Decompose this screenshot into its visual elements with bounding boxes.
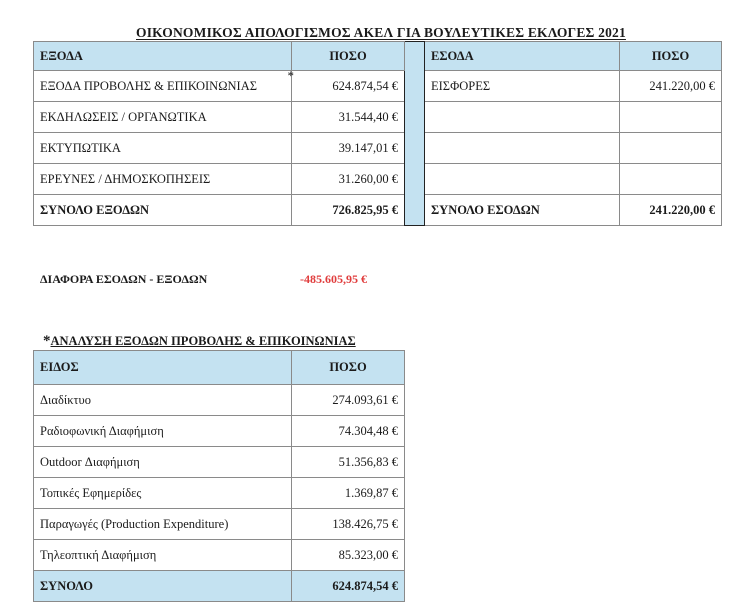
income-label	[425, 102, 620, 133]
expense-amount: 624.874,54 €	[292, 71, 405, 102]
amount-header: ΠΟΣΟ	[292, 351, 405, 385]
breakdown-title-text: ΑΝΑΛΥΣΗ ΕΞΟΔΩΝ ΠΡΟΒΟΛΗΣ & ΕΠΙΚΟΙΝΩΝΙΑΣ	[50, 334, 356, 348]
type-label: Παραγωγές (Production Expenditure)	[34, 509, 292, 540]
income-expenses-table	[33, 41, 722, 226]
type-amount: 138.426,75 €	[292, 509, 405, 540]
expense-amount: 31.260,00 €	[292, 164, 405, 195]
table-row	[34, 447, 405, 478]
breakdown-total-amount: 624.874,54 €	[292, 571, 405, 602]
type-amount: 274.093,61 €	[292, 385, 405, 416]
table-row	[34, 540, 405, 571]
type-label: Ραδιοφωνική Διαφήμιση	[34, 416, 292, 447]
breakdown-table	[33, 350, 405, 602]
income-label	[425, 164, 620, 195]
type-label: Τηλεοπτική Διαφήμιση	[34, 540, 292, 571]
difference-value: -485.605,95 €	[300, 272, 367, 286]
difference-label: ΔΙΑΦΟΡΑ ΕΣΟΔΩΝ - ΕΞΟΔΩΝ	[40, 272, 208, 286]
type-header: ΕΙΔΟΣ	[34, 351, 292, 385]
total-income-label: ΣΥΝΟΛΟ ΕΣΟΔΩΝ	[425, 195, 620, 226]
income-header: ΕΣΟΔΑ	[425, 42, 620, 71]
table-row	[34, 416, 405, 447]
table-row	[34, 71, 722, 102]
expense-cell	[34, 68, 294, 102]
column-separator	[405, 42, 425, 226]
table-row	[34, 385, 405, 416]
expense-label: ΕΚΤΥΠΩΤΙΚΑ	[34, 133, 292, 164]
total-expenses-amount: 726.825,95 €	[292, 195, 405, 226]
table-header-row	[34, 42, 722, 71]
type-amount: 74.304,48 €	[292, 416, 405, 447]
expense-amount: 39.147,01 €	[292, 133, 405, 164]
footnote-marker: *	[287, 68, 294, 83]
total-income-amount: 241.220,00 €	[620, 195, 722, 226]
type-label: Τοπικές Εφημερίδες	[34, 478, 292, 509]
expenses-header: ΕΞΟΔΑ	[34, 42, 292, 71]
totals-row	[34, 195, 722, 226]
breakdown-total-row	[34, 571, 405, 602]
breakdown-title	[43, 333, 356, 350]
type-label: Διαδίκτυο	[34, 385, 292, 416]
table-row	[34, 133, 722, 164]
type-label: Outdoor Διαφήμιση	[34, 447, 292, 478]
income-label	[425, 133, 620, 164]
total-expenses-label: ΣΥΝΟΛΟ ΕΞΟΔΩΝ	[34, 195, 292, 226]
income-amount: 241.220,00 €	[620, 71, 722, 102]
table-header-row	[34, 351, 405, 385]
type-amount: 51.356,83 €	[292, 447, 405, 478]
expense-label: ΕΚΔΗΛΩΣΕΙΣ / ΟΡΓΑΝΩΤΙΚΑ	[34, 102, 292, 133]
income-amount	[620, 102, 722, 133]
breakdown-marker: *	[43, 333, 51, 349]
income-amount-header: ΠΟΣΟ	[620, 42, 722, 71]
expense-label: ΕΞΟΔΑ ΠΡΟΒΟΛΗΣ & ΕΠΙΚΟΙΝΩΝΙΑΣ	[40, 78, 257, 93]
breakdown-total-label: ΣΥΝΟΛΟ	[34, 571, 292, 602]
income-label: ΕΙΣΦΟΡΕΣ	[425, 71, 620, 102]
expense-amount: 31.544,40 €	[292, 102, 405, 133]
income-amount	[620, 133, 722, 164]
table-row	[34, 164, 722, 195]
expense-label: ΕΡΕΥΝΕΣ / ΔΗΜΟΣΚΟΠΗΣΕΙΣ	[34, 164, 292, 195]
table-row	[34, 102, 722, 133]
income-amount	[620, 164, 722, 195]
table-row	[34, 478, 405, 509]
type-amount: 85.323,00 €	[292, 540, 405, 571]
type-amount: 1.369,87 €	[292, 478, 405, 509]
table-row	[34, 509, 405, 540]
amount-header: ΠΟΣΟ	[292, 42, 405, 71]
page-title: ΟΙΚΟΝΟΜΙΚΟΣ ΑΠΟΛΟΓΙΣΜΟΣ ΑΚΕΛ ΓΙΑ ΒΟΥΛΕΥΤΙΚΕΣ ΕΚΛΟΓΕΣ 2021	[136, 25, 626, 40]
